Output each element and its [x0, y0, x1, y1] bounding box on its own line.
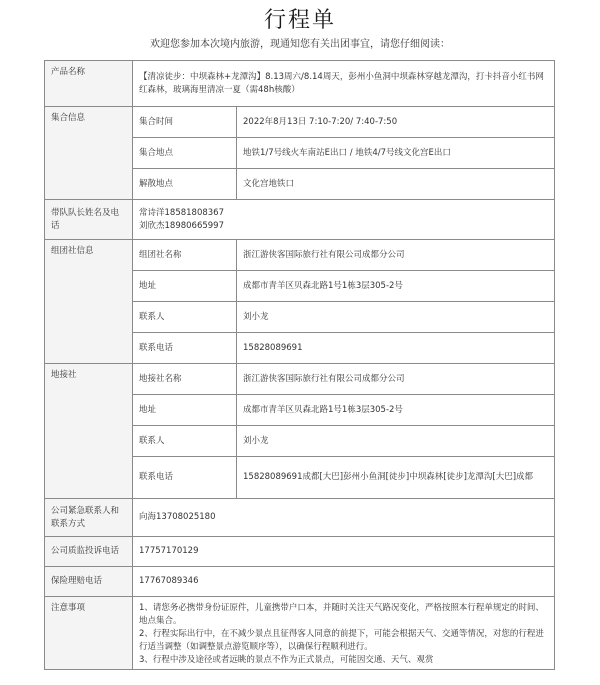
note-item: 3、行程中涉及途径或者远眺的景点不作为正式景点，可能因交通、天气、观赏 [139, 655, 434, 665]
row-leaders [45, 200, 555, 240]
local-agency-address-label: 地址 [133, 395, 237, 426]
product-label: 产品名称 [45, 61, 133, 107]
row-notes [45, 597, 555, 670]
leader-line: 刘欣杰18980665997 [139, 220, 224, 231]
row-gathering-time [45, 107, 555, 138]
local-agency-phone-label: 联系电话 [133, 457, 237, 499]
organizer-phone-label: 联系电话 [133, 333, 237, 364]
insurance-value: 17767089346 [133, 567, 555, 597]
organizer-contact-label: 联系人 [133, 302, 237, 333]
complaint-label: 公司质监投诉电话 [45, 537, 133, 567]
insurance-label: 保险理赔电话 [45, 567, 133, 597]
notes-value [133, 597, 555, 670]
emergency-label: 公司紧急联系人和联系方式 [45, 499, 133, 537]
page-title: 行程单 [263, 8, 336, 33]
leaders-label: 带队队长姓名及电话 [45, 200, 133, 240]
row-product [45, 61, 555, 107]
organizer-phone-value: 15828089691 [237, 333, 555, 364]
gathering-place-value: 地铁1/7号线火车南站E出口 / 地铁4/7号线文化宫E出口 [237, 138, 555, 169]
organizer-address-value: 成都市青羊区贝森北路1号1栋3层305-2号 [237, 271, 555, 302]
row-local-agency-name [45, 364, 555, 395]
intro-text: 欢迎您参加本次境内旅游，现通知您有关出团事宜，请您仔细阅读： [150, 39, 450, 50]
itinerary-table [44, 60, 555, 670]
row-insurance [45, 567, 555, 597]
emergency-value: 向海13708025180 [133, 499, 555, 537]
complaint-value: 17757170129 [133, 537, 555, 567]
dismiss-place-value: 文化宫地铁口 [237, 169, 555, 200]
row-organizer-name [45, 240, 555, 271]
product-value: 【清凉徒步：中坝森林+龙潭沟】8.13周六/8.14周天，彭州小鱼洞中坝森林穿越龙潭沟，打卡抖音小红书网红森林，玻璃海里清凉一夏（需48h核酸） [133, 61, 555, 107]
organizer-name-label: 组团社名称 [133, 240, 237, 271]
leader-line: 常诗洋18581808367 [139, 207, 224, 218]
organizer-contact-value: 刘小龙 [237, 302, 555, 333]
organizer-name-value: 浙江游侠客国际旅行社有限公司成都分公司 [237, 240, 555, 271]
local-agency-name-value: 浙江游侠客国际旅行社有限公司成都分公司 [237, 364, 555, 395]
note-item: 2、行程实际出行中，在不减少景点且征得客人同意的前提下，可能会根据天气、交通等情况，对您的行程进行适当调整（如调整景点游览顺序等），以确保行程顺利进行。 [139, 629, 544, 652]
row-emergency [45, 499, 555, 537]
local-agency-label: 地接社 [45, 364, 133, 499]
row-complaint [45, 537, 555, 567]
gathering-time-value: 2022年8月13日 7:10-7:20/ 7:40-7:50 [237, 107, 555, 138]
local-agency-contact-label: 联系人 [133, 426, 237, 457]
local-agency-name-label: 地接社名称 [133, 364, 237, 395]
dismiss-place-label: 解散地点 [133, 169, 237, 200]
gathering-place-label: 集合地点 [133, 138, 237, 169]
organizer-label: 组团社信息 [45, 240, 133, 364]
gathering-label: 集合信息 [45, 107, 133, 200]
organizer-address-label: 地址 [133, 271, 237, 302]
gathering-time-label: 集合时间 [133, 107, 237, 138]
local-agency-phone-value: 15828089691成都[大巴]彭州小鱼洞[徒步]中坝森林[徒步]龙潭沟[大巴]成都 [237, 457, 555, 499]
leaders-value [133, 200, 555, 240]
notes-label: 注意事项 [45, 597, 133, 670]
local-agency-contact-value: 刘小龙 [237, 426, 555, 457]
local-agency-address-value: 成都市青羊区贝森北路1号1栋3层305-2号 [237, 395, 555, 426]
note-item: 1、请您务必携带身份证原件，儿童携带户口本，并随时关注天气路况变化，严格按照本行程单规定的时间、地点集合。 [139, 603, 544, 626]
